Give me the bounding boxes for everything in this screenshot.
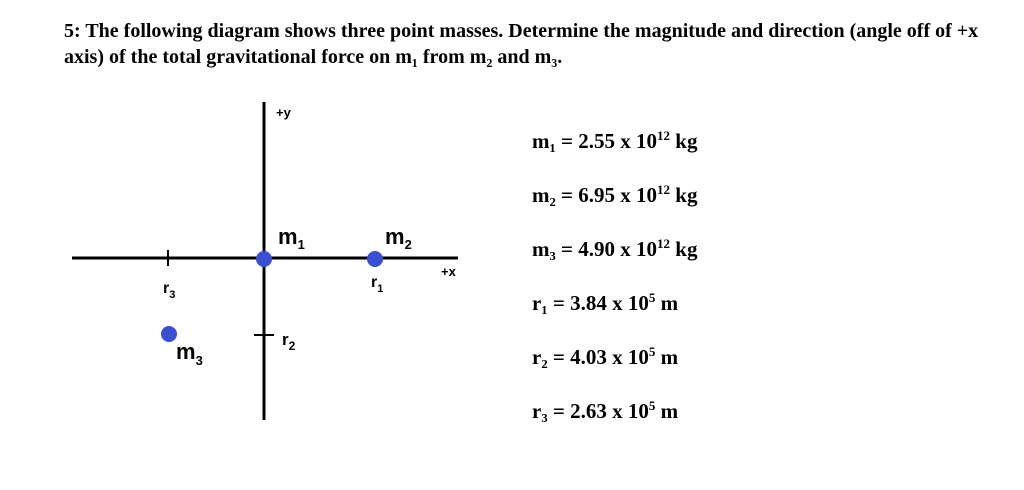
m1-label: $m_1$	[278, 224, 305, 252]
value-r1: r₁ = 3.84 x $10^5$ m	[532, 290, 679, 315]
r2-label: $r_2$	[282, 330, 296, 353]
r1-label: $r_1$	[371, 274, 384, 295]
question-body: The following diagram shows three point masses. Determine the magnitude and direction (angle off of +x axis) of the total gravitational force on m₁ from m₂ and m₃.	[64, 20, 979, 68]
value-m2: m₂ = 6.95 x $10^{12}$ kg	[532, 182, 698, 207]
given-values	[532, 126, 697, 450]
mass-m1-dot	[256, 251, 272, 267]
value-m1: m₁ = 2.55 x $10^{12}$ kg	[532, 128, 698, 153]
m2-label: $m_2$	[385, 224, 412, 252]
question-number: 5:	[64, 20, 81, 42]
r3-label: $r_3$	[163, 280, 176, 301]
value-r3: r₃ = 2.63 x $10^5$ m	[532, 398, 679, 423]
mass-m2-dot	[367, 251, 383, 267]
x-axis-label: +x	[441, 264, 456, 279]
mass-m3-dot	[161, 326, 177, 342]
y-axis-label: +y	[276, 105, 291, 120]
m3-label: $m_3$	[176, 339, 203, 368]
value-r2: r₂ = 4.03 x $10^5$ m	[532, 344, 679, 369]
value-m3: m₃ = 4.90 x $10^{12}$ kg	[532, 236, 698, 261]
